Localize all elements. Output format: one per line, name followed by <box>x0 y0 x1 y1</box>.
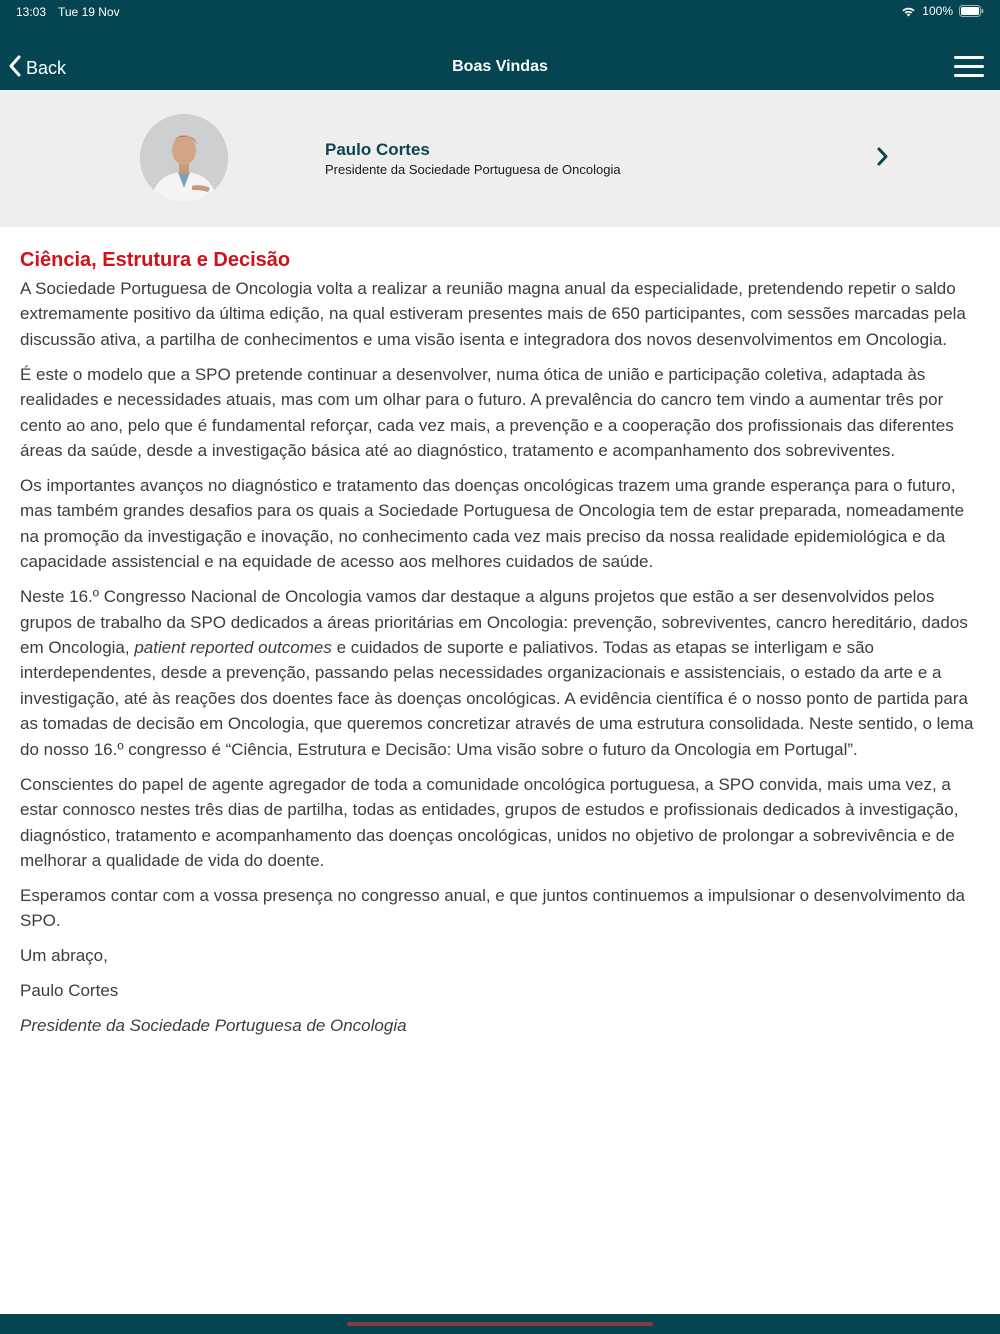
top-bar <box>0 0 1000 90</box>
speaker-card[interactable] <box>0 90 1000 227</box>
battery-icon <box>959 5 984 17</box>
status-date: Tue 19 Nov <box>58 5 120 19</box>
status-bar <box>0 0 1000 24</box>
closing-text: Um abraço, <box>20 946 108 966</box>
chevron-right-icon[interactable] <box>876 146 890 173</box>
emphasis-text: patient reported outcomes <box>134 638 332 658</box>
article-paragraph: Esperamos contar com a vossa presença no congresso anual, e que juntos continuemos a impulsionar o desenvolvimento da SPO. <box>20 885 965 931</box>
status-right <box>901 4 984 18</box>
battery-percentage: 100% <box>922 4 953 18</box>
wifi-icon <box>901 6 916 17</box>
bottom-bar <box>0 1314 1000 1334</box>
signature-role <box>20 1013 982 1038</box>
paragraph-text: e cuidados de suporte e paliativos. Todas as etapas se interligam e são interdependentes, desde a prevenção, passando pelas necessidades organizacionais e assistenciais, o estado da arte e a investigação, até às reações dos doentes face às doenças oncológicas. A evidência científica é o nosso ponto de partida para as tomadas de decisão em Oncologia, que queremos concretizar através de uma estrutura consolidada. Neste sentido, o lema do nosso 16.º congresso é “Ciência, Estrutura e Decisão: Uma visão sobre o futuro da Oncologia em Portugal”. <box>20 638 974 759</box>
signature-role-text: Presidente da Sociedade Portuguesa de Oncologia <box>20 1016 407 1036</box>
back-label: Back <box>26 57 67 78</box>
article-paragraph: Conscientes do papel de agente agregador de toda a comunidade oncológica portuguesa, a SPO convida, mais uma vez, a estar connosco nestes três dias de partilha, todas as entidades, grupos de estudos e profissionais dedicados à investigação, diagnóstico, tratamento e acompanhamento das doenças oncológicas, unidos no objetivo de prolongar a sobrevivência e de melhorar a qualidade de vida do doente. <box>20 774 959 870</box>
avatar <box>140 114 228 202</box>
article-heading: Ciência, Estrutura e Decisão <box>20 249 291 271</box>
hamburger-menu-icon[interactable] <box>954 55 986 79</box>
signature-name: Paulo Cortes <box>20 981 119 1001</box>
article-paragraph: É este o modelo que a SPO pretende continuar a desenvolver, numa ótica de união e participação coletiva, adaptada às realidades e necessidades atuais, mas com um olhar para o futuro. A prevalência do cancro tem vindo a aumentar três por cento ao ano, pelo que é fundamental reforçar, cada vez mais, a prevenção e a cooperação dos profissionais das diferentes áreas da saúde, desde a investigação básica até ao diagnóstico, tratamento e acompanhamento dos sobreviventes. <box>20 364 954 461</box>
speaker-role: Presidente da Sociedade Portuguesa de Oncologia <box>325 162 621 177</box>
navigation-bar <box>0 44 1000 90</box>
home-indicator[interactable] <box>347 1322 653 1326</box>
speaker-name: Paulo Cortes <box>325 140 430 159</box>
status-time: 13:03 <box>16 5 47 19</box>
page-title: Boas Vindas <box>452 58 548 75</box>
article-paragraph <box>20 584 982 762</box>
article-content <box>20 246 982 1048</box>
paragraph-text: Neste 16.º Congresso Nacional de Oncologia vamos dar destaque a alguns projetos que estão a ser desenvolvidos pelos grupos de trabalho da SPO dedicados a áreas prioritárias em Oncologia: prevenção, sobreviventes, cancro hereditário, dados em Oncologia, <box>20 587 968 658</box>
article-paragraph: A Sociedade Portuguesa de Oncologia volta a realizar a reunião magna anual da especialidade, pretendendo repetir o saldo extremamente positivo da última edição, na qual estiveram presentes mais de 650 participantes, com sessões marcadas pela discussão ativa, a partilha de conhecimentos e uma visão isenta e integradora dos novos desenvolvimentos em Oncologia. <box>20 279 966 349</box>
article-paragraph: Os importantes avanços no diagnóstico e tratamento das doenças oncológicas trazem uma grande esperança para o futuro, mas também grandes desafios para os quais a Sociedade Portuguesa de Oncologia tem de estar preparada, nomeadamente na promoção da investigação e inovação, no conhecimento cada vez mais preciso da nossa realidade epidemiológica e da capacidade assistencial e na equidade de acesso aos melhores cuidados de saúde. <box>20 476 965 572</box>
